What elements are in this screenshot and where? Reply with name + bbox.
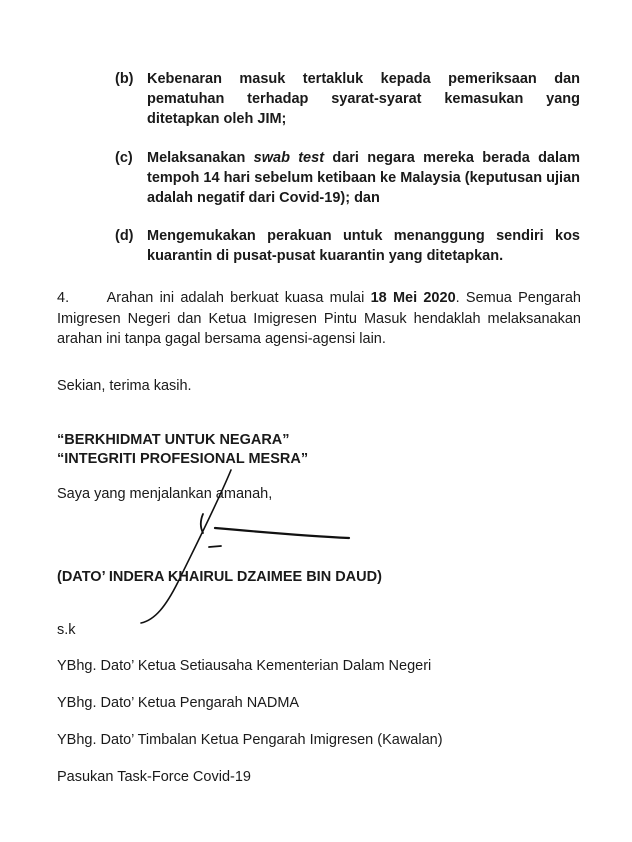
- cc-recipient: Pasukan Task-Force Covid-19: [57, 769, 251, 785]
- cc-recipient: YBhg. Dato’ Ketua Setiausaha Kementerian Dalam Negeri: [57, 658, 432, 674]
- item-label: (d): [115, 228, 134, 244]
- closing-text: Sekian, terima kasih.: [57, 378, 192, 394]
- cc-recipient: YBhg. Dato’ Timbalan Ketua Pengarah Imigresen (Kawalan): [57, 732, 443, 748]
- signoff-text: Saya yang menjalankan amanah,: [57, 486, 273, 502]
- effective-date: 18 Mei 2020: [370, 290, 456, 306]
- item-text-italic: swab test: [253, 150, 325, 166]
- slogan-2: “INTEGRITI PROFESIONAL MESRA”: [57, 451, 309, 467]
- slogan-1: “BERKHIDMAT UNTUK NEGARA”: [57, 432, 290, 448]
- signatory-name: (DATO’ INDERA KHAIRUL DZAIMEE BIN DAUD): [57, 569, 382, 585]
- paragraph-text-start: Arahan ini adalah berkuat kuasa mulai: [106, 290, 371, 306]
- paragraph-number: 4.: [57, 290, 70, 306]
- item-text-end: dari negara mereka berada dalam tempoh 14 hari sebelum ketibaan ke Malaysia (keputusan ujian adalah negatif dari Covid-19); dan: [147, 150, 580, 206]
- item-text: Kebenaran masuk tertakluk kepada pemeriksaan dan pematuhan terhadap syarat-syarat kemasukan yang ditetapkan oleh JIM;: [147, 71, 580, 127]
- item-text-start: Melaksanakan: [147, 150, 254, 166]
- paragraph-text-end: . Semua Pengarah Imigresen Negeri dan Ketua Imigresen Pintu Masuk hendaklah melaksanakan arahan ini tanpa gagal bersama agensi-agensi lain.: [57, 290, 581, 347]
- item-label: (b): [115, 71, 134, 87]
- cc-label: s.k: [57, 622, 76, 638]
- cc-recipient: YBhg. Dato’ Ketua Pengarah NADMA: [57, 695, 300, 711]
- item-text: Mengemukakan perakuan untuk menanggung sendiri kos kuarantin di pusat-pusat kuarantin yang ditetapkan.: [147, 228, 580, 264]
- item-label: (c): [115, 150, 133, 166]
